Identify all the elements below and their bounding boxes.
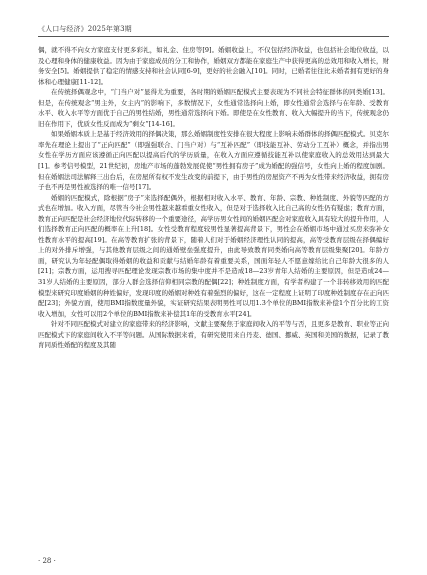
page-number: · 28 · xyxy=(38,557,56,565)
paragraph: 婚姻的匹配模式，除根据“房子”来选择配偶外，根据相对收入水平、教育、年龄、宗教、种姓制度、外貌等匹配的方式也在增加。收入方面，尽管当今社会男性越来越看重女性收入，但是对于选择收入比自己高的女性仍有疑虑；教育方面，教育正向匹配是社会经济地位代际转移的一个重要途径，高学历男女性间的婚姻匹配会对家庭收入具有较大的提升作用，人们选择教育正向匹配的概率在上升[18]。女性受教育程度较男性显著提高背景下，男性会在婚姻市场中通过买房来弥补女性教育水平的提高[19]。在高等教育扩张的背景下，随着人们对于婚姻经济理性认同的提高，高等受教育层级在择偶编好上的对外排斥增强，与其他教育层级之间的通婚壁垒强度提升，由此导致教育同类婚向高等教育层级集聚[20]。年龄方面，研究认为年轻配偶取得婚姻的收益和贡献与结婚年龄有着重要关系，国面年轻人不愿意嫁给比自己年龄大很多的人[21]；宗教方面，运用搜寻匹配理论发现宗教市场的集中度并不是造成18—23岁青年人结婚的主要原因，但是造成24—31岁人结婚的主要原因，部分人群会选择信仰相同宗教的配偶[22]；种姓制度方面，有学者构建了一个非转移效用的匹配模型来研究印度婚姻的种姓偏好，发现印度的婚姻对种姓有着强烈的偏好，这在一定程度上证明了印度种姓制度存在正向匹配[23]；外貌方面，使用BMI指数度量外貌，实证研究结果表明男性可以用1.3个单位的BMI指数来补偿1个百分比的工资收入增加，女性可以用2个单位的BMI指数来补偿其1年的受教育水平[24]。 xyxy=(38,193,389,318)
article-body xyxy=(38,45,389,351)
paragraph: 如果婚姻本质上是基于经济效用的择偶决策，那么婚姻制度性安排在很大程度上影响未婚群体的择偶匹配模式。贝克尔率先在理论上提出了“正向匹配”（即强强联合、门当户对）与“互补匹配”（即技能互补、劳动分工互补）概念，并指出男女性在学历方面应该遵循正向匹配以提高后代的学历质量，在收入方面应遵循技能互补以使家庭收入的总效用达到最大[1]。参考信号模型，21世纪初，房地产市场的蓬勃发展促使“男性拥有房子”成为婚配的强信号，女性向上婚的程度加剧。但在婚姻法司法解释三出台后，在房屋所有权不发生改变的前提下，由于男性的房屋资产不再为女性带来经济收益，拥有房子也不再是男性被选择的唯一信号[17]。 xyxy=(38,130,389,192)
paragraph: 在传统择偶观念中，“门当户对”显得尤为重要，各时期的婚姻匹配模式主要表现为不同社会特征群体的同类婚[13]。但是，在传统观念“男主外，女主内”的影响下，多数情况下，女性通常选择向上婚，即女性通常会选择与在年龄、受教育水平、收入水平等方面优于自己的男性结婚，男性通常选择向下婚。即使是在女性教育、收入大幅提升的当下，传统观念仍旧在作用下，优质女性反而成为“剩女”[14-16]。 xyxy=(38,88,389,128)
header-divider xyxy=(38,36,389,37)
paragraph: 偶，就不得不向女方家庭支付更多彩礼，如礼金、住房等[9]。婚姻收益上，不仅包括经济收益，也包括社会地位收益，以及心理和身体的健康收益。因为由于家庭成员的分工和协作，婚姻双方都能在家庭生产中获得更高的总效用和收入增长，财务安全[5]。婚姻提供了稳定的情感支持和社会认同[6-9]，更好的社会融入[10]。同时，已婚者往往比未婚者拥有更好的身体和心理健康[11-12]。 xyxy=(38,46,389,86)
paragraph: 针对不同匹配模式对建立的家庭带来的经济影响，文献主要聚焦于家庭间收入的平等与否，且更多是教育、职业等正向匹配模式下的家庭间收入不平等问题。从国际数据来看，有研究使用来自丹麦、德国、挪威、英国和美国的数据，记录了教育同质性婚配的程度及其随 xyxy=(38,320,389,350)
running-header: 《人口与经济》2025年第3期 xyxy=(38,25,132,33)
